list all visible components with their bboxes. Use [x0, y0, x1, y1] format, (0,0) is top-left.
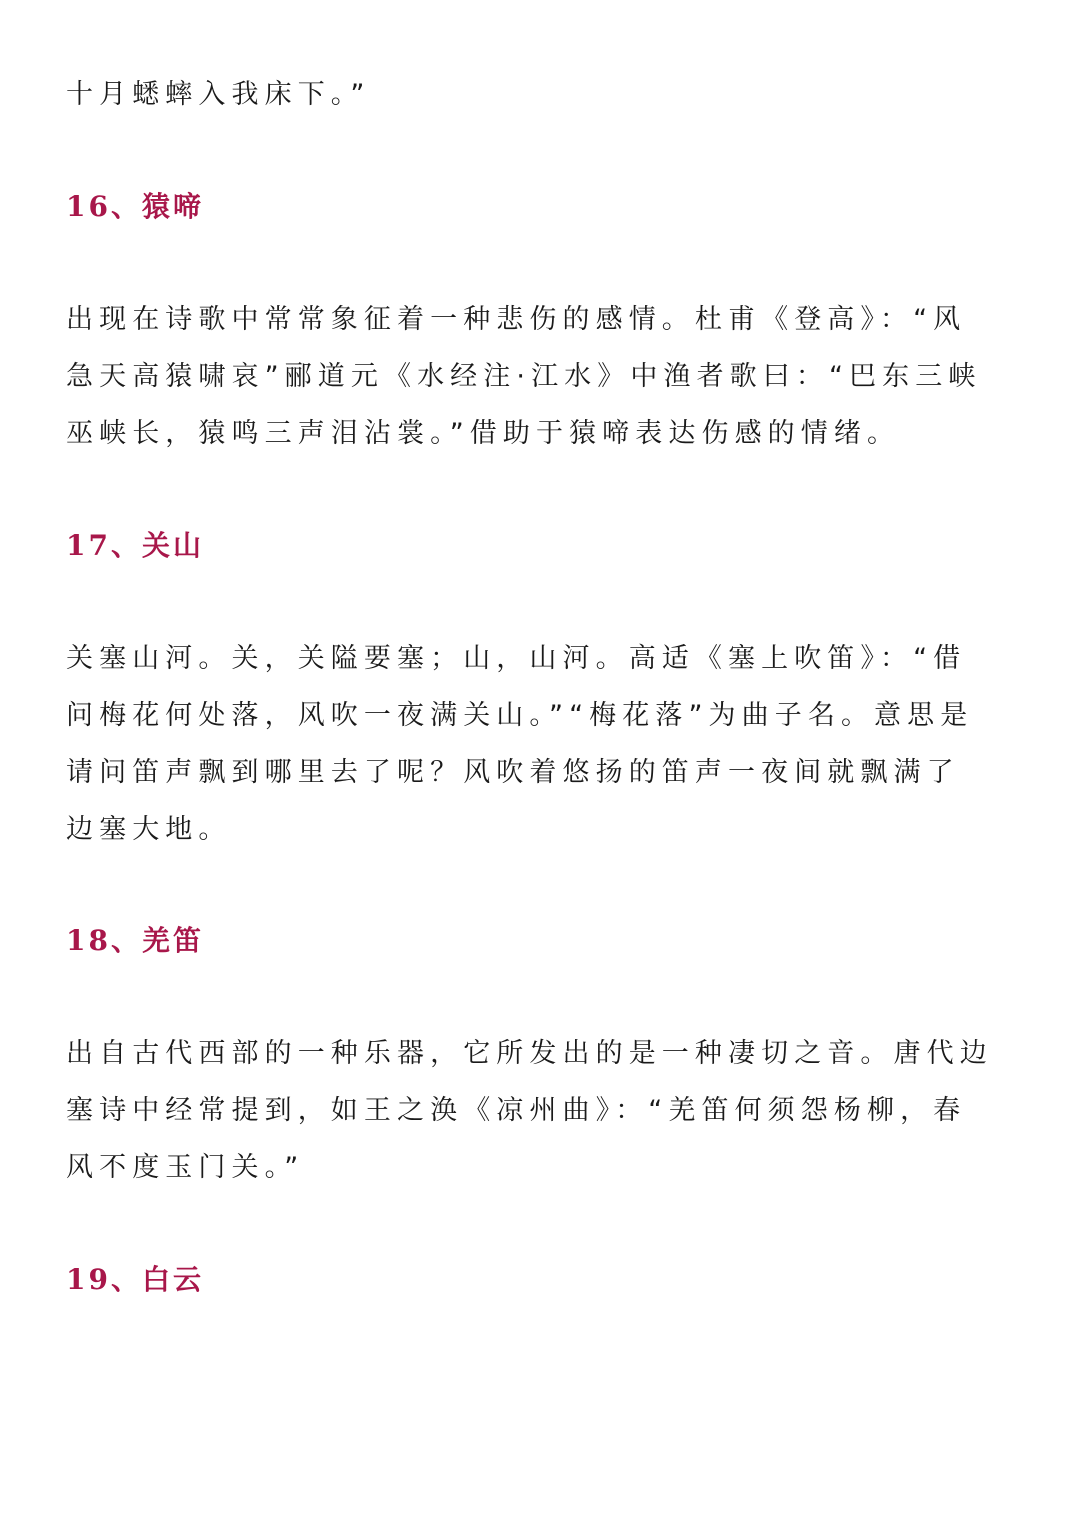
paragraph-line: 请问笛声飘到哪里去了呢？风吹着悠扬的笛声一夜间就飘满了 [66, 757, 960, 788]
heading-title: 羌笛 [141, 924, 204, 957]
heading-number: 17、 [66, 529, 142, 562]
heading-number: 19、 [66, 1263, 142, 1296]
section-heading-17 [66, 526, 204, 566]
heading-number: 18、 [66, 924, 142, 957]
paragraph-line: 关塞山河。关，关隘要塞；山，山河。高适《塞上吹笛》：“借 [66, 643, 967, 674]
heading-title: 关山 [141, 529, 204, 562]
paragraph-line: 出现在诗歌中常常象征着一种悲伤的感情。杜甫《登高》：“风 [66, 304, 967, 335]
paragraph-line: 问梅花何处落，风吹一夜满关山。”“梅花落”为曲子名。意思是 [66, 700, 974, 731]
heading-number: 16、 [66, 190, 142, 223]
paragraph-line: 十月蟋蟀入我床下。” [66, 79, 371, 110]
section-heading-18 [66, 921, 204, 961]
paragraph-line: 巫峡长，猿鸣三声泪沾裳。”借助于猿啼表达伤感的情绪。 [66, 418, 901, 449]
paragraph-line: 风不度玉门关。” [66, 1152, 305, 1183]
heading-title: 猿啼 [141, 190, 204, 223]
paragraph-line: 边塞大地。 [66, 814, 232, 845]
section-heading-19 [66, 1260, 204, 1300]
paragraph-line: 塞诗中经常提到，如王之涣《凉州曲》：“羌笛何须怨杨柳，春 [66, 1095, 967, 1126]
paragraph-line: 出自古代西部的一种乐器，它所发出的是一种凄切之音。唐代边 [66, 1038, 993, 1069]
section-heading-16 [66, 187, 204, 227]
heading-title: 白云 [141, 1263, 204, 1296]
paragraph-line: 急天高猿啸哀”郦道元《水经注·江水》中渔者歌曰：“巴东三峡 [66, 361, 982, 392]
